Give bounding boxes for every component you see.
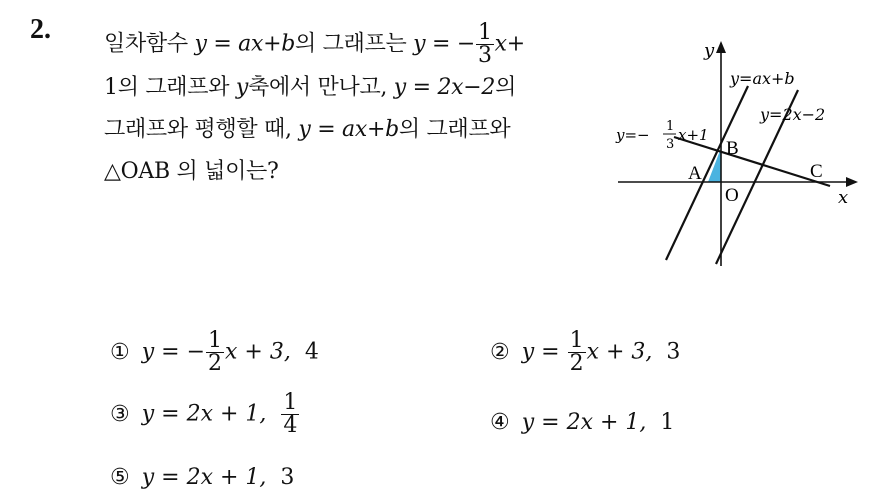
choice-mark: ③ [110,401,130,427]
choice-eq: x + 3, [225,339,291,365]
axis-y-label: y [704,40,715,61]
y-axis-arrow [716,41,726,53]
fraction-denominator: 2 [208,351,223,376]
fraction-denominator: 3 [477,43,492,68]
triangle-oab: △OAB [104,159,170,184]
point-a-label: A [688,163,702,184]
choice-fraction [206,330,224,375]
choice-answer-fraction [281,392,299,437]
point-o-label: O [725,185,739,206]
fraction-denominator: 2 [569,351,584,376]
choice-4[interactable] [490,410,674,435]
choice-eq: y = [521,339,567,365]
stem-text: 의 그래프와 [398,117,511,142]
choice-mark: ① [110,339,130,365]
stem-text: 그래프와 평행할 때, [104,117,299,142]
label-third-den: 3 [666,137,675,152]
fraction-numerator: 1 [569,328,584,353]
choice-eq: y = 2x + 1, [141,401,267,427]
fraction-denominator: 4 [283,413,298,438]
stem-text: 의 [495,75,517,100]
graph-figure [612,38,862,268]
equation-ax-b: y = ax+b [194,31,296,57]
axis-x-label: x [838,187,849,208]
choice-5[interactable] [110,465,294,490]
stem-text: 의 넓이는? [169,159,279,184]
label-y-ax-b: y=ax+b [730,69,795,88]
choice-mark: ④ [490,410,510,435]
fraction-numerator: 1 [283,390,298,415]
fraction-one-third [476,22,494,67]
choice-eq: x + 3, [586,339,653,365]
question-stem [104,22,594,193]
label-y-neg-third-pre: y=− [616,126,650,144]
choice-1[interactable] [110,330,319,375]
choice-fraction [568,330,586,375]
equation-2x-2: y = 2x−2 [393,75,496,100]
choice-mark: ⑤ [110,465,130,490]
equation-part: y = − [413,31,475,57]
stem-line-4 [104,151,594,193]
equation-ax-b: y = ax+b [298,117,399,142]
choice-answer: 4 [304,339,319,365]
label-third-num: 1 [666,119,675,134]
stem-text: 축에서 만나고, [248,75,394,100]
choice-eq: y = − [141,339,206,365]
y-variable: y [235,75,248,100]
equation-part: x+ [494,31,525,57]
question-number: 2. [30,14,51,45]
label-y-neg-third-post: x+1 [678,126,709,144]
stem-text: 일차함수 [104,31,195,57]
choice-answer: 3 [666,339,681,365]
choice-eq: y = 2x + 1, [521,410,647,435]
fraction-numerator: 1 [208,328,223,353]
point-c-label: C [810,161,823,182]
stem-text: 1 [104,75,118,100]
fraction-numerator: 1 [477,20,492,45]
choice-answer: 1 [660,410,675,435]
choice-3[interactable] [110,392,300,437]
x-axis-arrow [846,177,858,187]
label-y-2x-2: y=2x−2 [760,105,826,124]
stem-text: 의 그래프와 [117,75,236,100]
line-y-ax-b [666,86,748,260]
choice-mark: ② [490,339,510,365]
choice-2[interactable] [490,330,680,375]
choice-eq: y = 2x + 1, [141,465,267,490]
choice-answer: 3 [280,465,295,490]
stem-line-2 [104,67,594,109]
stem-line-3 [104,109,594,151]
stem-text: 의 그래프는 [295,31,414,57]
point-b-label: B [726,138,739,159]
stem-line-1 [104,22,594,67]
